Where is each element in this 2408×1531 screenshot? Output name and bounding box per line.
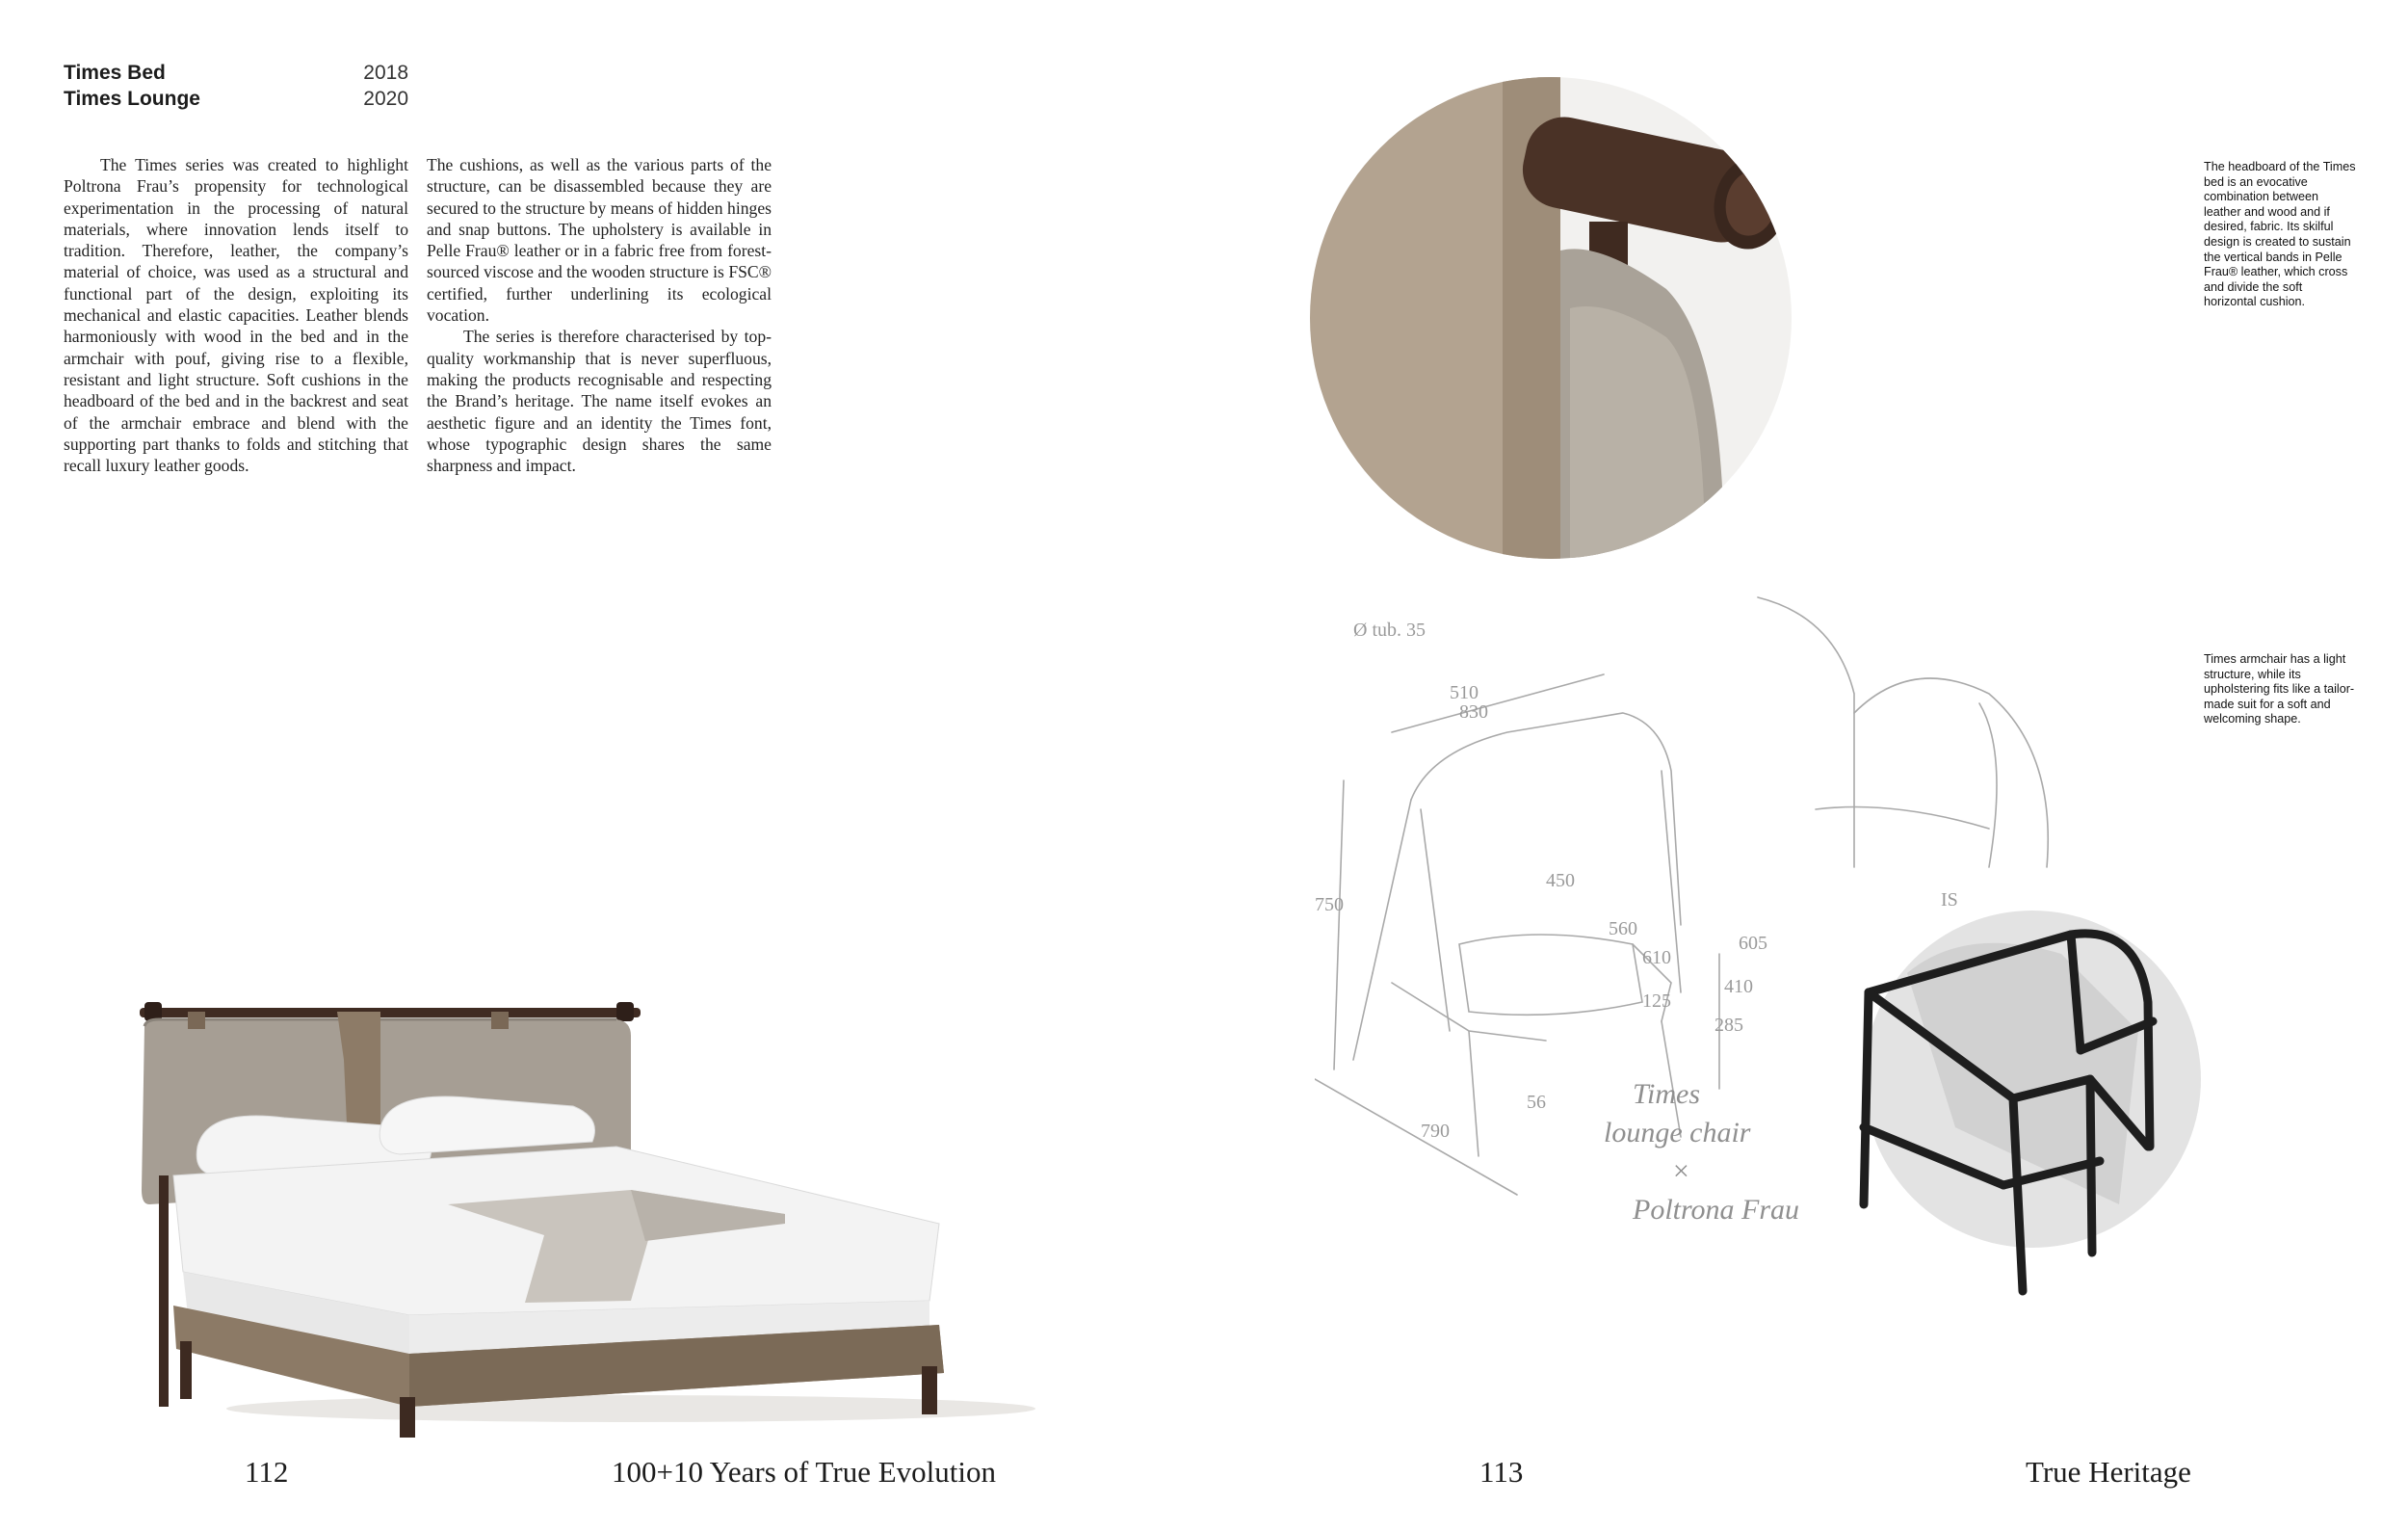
paragraph: The cushions, as well as the various parts of the structure, can be disassembled because they are secured to the structure by means of hidden hinges and snap buttons. The upholstery is available in Pelle Frau® leather or in a fabric free from forest-sourced viscose and the wooden structure is FSC® certified, further underlining its ecological vocation. <box>427 155 772 326</box>
sketch-label: 560 <box>1609 918 1637 939</box>
sketch-note: × <box>1671 1155 1691 1187</box>
paragraph: The series is therefore characterised by top-quality workmanship that is never superfluous, making the products recognisable and respecting the Brand’s heritage. The name itself evokes an aesthetic figure and an identity the Times font, whose typographic design shares the same sharpness and impact. <box>427 327 772 476</box>
caption-headboard: The headboard of the Times bed is an evocative combination between leather and wood and if desired, fabric. Its skilful design is created to sustain the vertical bands in Pelle Frau® leather, which cross and divide the soft horizontal cushion. <box>2204 160 2356 309</box>
product-name: Times Bed <box>64 62 166 84</box>
product-year: 2018 <box>363 62 408 84</box>
sketch-label: 750 <box>1315 894 1344 915</box>
armchair-illustration <box>1849 886 2206 1387</box>
sketch-label: 605 <box>1739 933 1767 954</box>
running-title: True Heritage <box>2026 1455 2191 1489</box>
caption-armchair: Times armchair has a light structure, while its upholstering fits like a tailor-made suit for a soft and welcoming shape. <box>2204 652 2355 726</box>
product-titles <box>64 60 408 112</box>
running-title: 100+10 Years of True Evolution <box>612 1455 996 1489</box>
sketch-label: 790 <box>1421 1121 1450 1142</box>
sketch-label: IS <box>1941 889 1958 911</box>
sketch-label: 450 <box>1546 870 1575 891</box>
sketch-label: 610 <box>1642 947 1671 968</box>
title-row-lounge <box>64 86 408 112</box>
page-number: 112 <box>245 1455 289 1489</box>
sketch-label: 830 <box>1459 701 1488 723</box>
body-column-1 <box>64 154 408 476</box>
title-row-bed <box>64 60 408 86</box>
sketch-label: 125 <box>1642 990 1671 1012</box>
sketch-label: 56 <box>1527 1092 1546 1113</box>
paragraph: The Times series was created to highlight Poltrona Frau’s propensity for technological experimentation in the processing of natural materials, where innovation lends itself to tradition. Therefore, leather, the company’s material of choice, was used as a structural and functional part of the design, exploiting its mechanical and elastic capacities. Leather blends harmoniously with wood in the bed and in the armchair with pouf, giving rise to a flexible, resistant and light structure. Soft cushions in the headboard of the bed and in the backrest and seat of the armchair embrace and blend with the supporting part thanks to folds and stitching that recall luxury leather goods. <box>64 155 408 476</box>
product-name: Times Lounge <box>64 88 200 110</box>
bed-photo <box>92 983 1035 1445</box>
product-year: 2020 <box>363 88 408 110</box>
sketch-label: 410 <box>1724 976 1753 997</box>
sketch-note: Poltrona Frau <box>1633 1194 1800 1226</box>
page-number: 113 <box>1479 1455 1524 1489</box>
body-column-2 <box>427 154 772 476</box>
sketch-label: 285 <box>1714 1015 1743 1036</box>
headboard-detail-photo <box>1281 58 1820 559</box>
sketch-note: lounge chair <box>1604 1117 1751 1148</box>
sketch-label: Ø tub. 35 <box>1353 620 1426 641</box>
sketch-note: Times <box>1633 1078 1701 1110</box>
sketch-label: 510 <box>1450 682 1479 703</box>
